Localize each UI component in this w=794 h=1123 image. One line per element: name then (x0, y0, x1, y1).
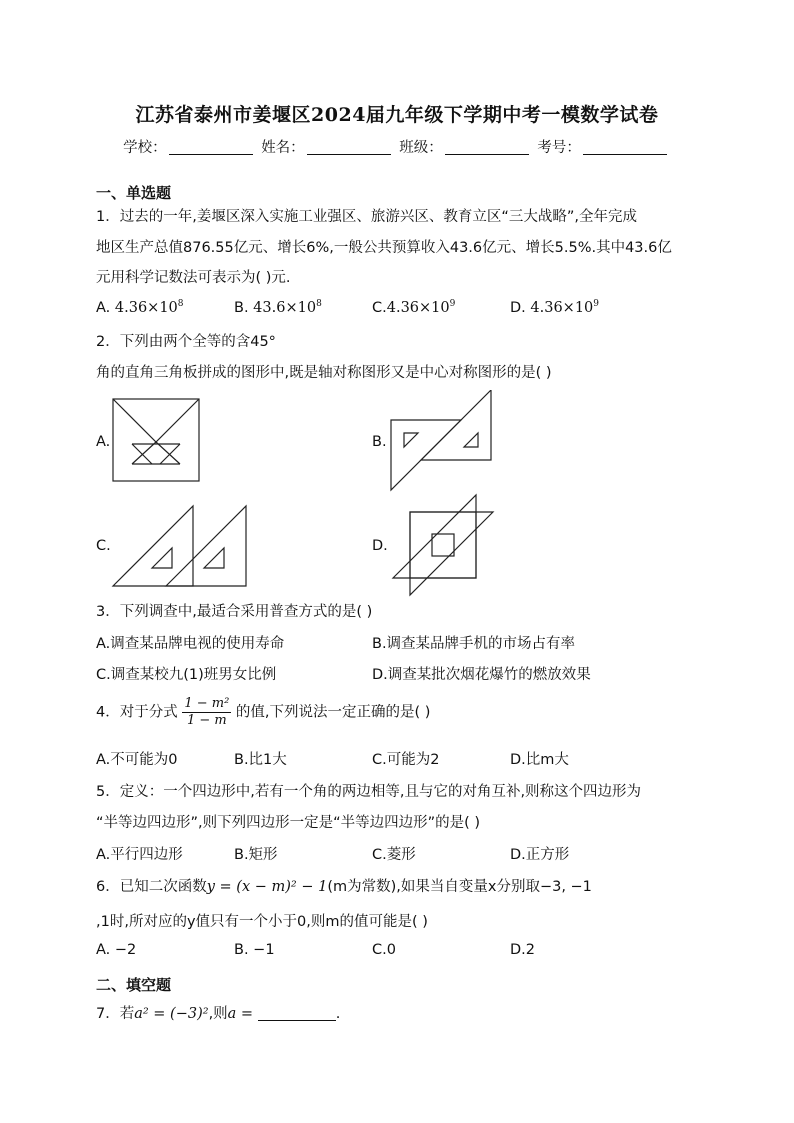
q3-option-a[interactable]: A.调查某品牌电视的使用寿命 (96, 636, 285, 652)
section-heading-fill-in: 二、填空题 (96, 976, 172, 994)
q2-option-b-label[interactable]: B. (372, 434, 387, 450)
q4-stem: 4．对于分式 $\frac{\text{1 − m²}}{1 - m}$ 的值,下列说法一定正确的是( ) (96, 696, 431, 728)
q6-formula: y = (x − m)² − 1 (206, 879, 328, 895)
q1-option-c[interactable]: $C.4.36\times 10^9$ (372, 299, 456, 316)
q4-option-b[interactable]: B.比1大 (234, 752, 287, 768)
school-label: 学校： (123, 140, 167, 156)
q2-figure-a[interactable] (110, 396, 202, 486)
q2-figure-c[interactable] (110, 500, 252, 590)
name-blank[interactable] (307, 140, 391, 155)
q4-option-a[interactable]: A.不可能为0 (96, 752, 178, 768)
q2-option-c-label[interactable]: C. (96, 538, 111, 554)
q5-option-b[interactable]: B.矩形 (234, 847, 278, 863)
q6-option-a[interactable]: A. −2 (96, 942, 137, 958)
q5-option-a[interactable]: A.平行四边形 (96, 847, 183, 863)
class-label: 班级： (399, 140, 443, 156)
school-blank[interactable] (169, 140, 253, 155)
number-blank[interactable] (583, 140, 667, 155)
number-label: 考号： (537, 140, 581, 156)
name-label: 姓名： (261, 140, 305, 156)
q7-formula: a² = (−3)² (134, 1006, 209, 1022)
q5-line-1: 5．定义：一个四边形中,若有一个角的两边相等,且与它的对角互补,则称这个四边形为 (96, 784, 642, 800)
q1-line-2: 地区生产总值876.55亿元、增长6%,一般公共预算收入43.6亿元、增长5.5%.其中43.6亿 (96, 240, 672, 256)
q6-option-c[interactable]: C.0 (372, 942, 396, 958)
q3-option-d[interactable]: D.调查某批次烟花爆竹的燃放效果 (372, 667, 591, 683)
q4-option-d[interactable]: D.比m大 (510, 752, 569, 768)
q1-line-1: 1．过去的一年,姜堰区深入实施工业强区、旅游兴区、教育立区“三大战略”,全年完成 (96, 209, 637, 225)
q2-option-a-label[interactable]: A. (96, 434, 111, 450)
class-blank[interactable] (445, 140, 529, 155)
q1-option-b[interactable]: B. $43.6\times 10^8$ (234, 299, 322, 316)
q5-line-2: “半等边四边形”,则下列四边形一定是“半等边四边形”的是( ) (96, 815, 481, 831)
q5-option-d[interactable]: D.正方形 (510, 847, 570, 863)
q3-option-b[interactable]: B.调查某品牌手机的市场占有率 (372, 636, 576, 652)
q1-option-d[interactable]: D. $4.36\times 10^9$ (510, 299, 600, 316)
q2-figure-d[interactable] (390, 492, 496, 598)
student-info-line (0, 136, 794, 157)
q6-line-1: 6．已知二次函数y = (x − m)² − 1(m为常数),如果当自变量x分别取−3, −1 (96, 879, 592, 895)
q7-stem: 7．若a² = (−3)²,则a = . (96, 1006, 341, 1022)
q5-option-c[interactable]: C.菱形 (372, 847, 416, 863)
q2-figure-b[interactable] (388, 390, 496, 494)
q3-stem: 3．下列调查中,最适合采用普查方式的是( ) (96, 604, 373, 620)
q2-option-d-label[interactable]: D. (372, 538, 388, 554)
q2-line-2: 角的直角三角板拼成的图形中,既是轴对称图形又是中心对称图形的是( ) (96, 365, 552, 381)
section-heading-single-choice: 一、单选题 (96, 184, 172, 202)
q4-option-c[interactable]: C.可能为2 (372, 752, 440, 768)
q1-option-a[interactable]: A. $4.36\times 10^8$ (96, 299, 184, 316)
q6-option-b[interactable]: B. −1 (234, 942, 275, 958)
q4-fraction: $\frac{\text{1 − m²}}{1 - m}$ (184, 696, 230, 728)
q6-line-2: ,1时,所对应的y值只有一个小于0,则m的值可能是( ) (96, 914, 428, 930)
q6-option-d[interactable]: D.2 (510, 942, 535, 958)
q3-option-c[interactable]: C.调查某校九(1)班男女比例 (96, 667, 277, 683)
q7-answer-blank[interactable] (258, 1006, 336, 1021)
q1-line-3: 元用科学记数法可表示为( )元. (96, 270, 291, 286)
page-title: 江苏省泰州市姜堰区2024届九年级下学期中考一模数学试卷 (135, 104, 659, 126)
q2-line-1: 2．下列由两个全等的含45° (96, 334, 276, 350)
